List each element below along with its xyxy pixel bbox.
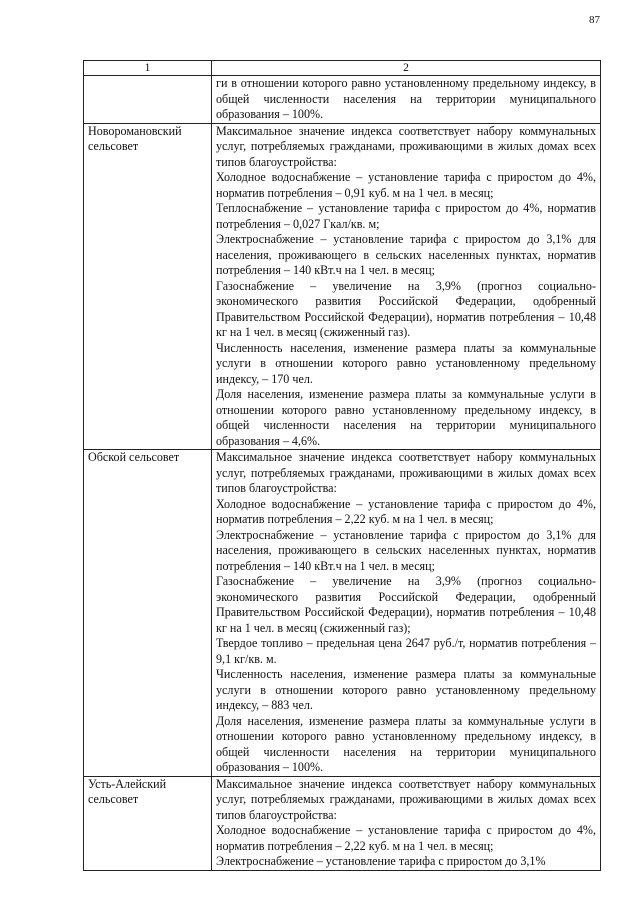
paragraph: Твердое топливо – предельная цена 2647 руб./т, норматив потребления – 9,1 кг/кв. м.: [216, 636, 596, 666]
table-header-row: [84, 61, 601, 76]
paragraph: ги в отношении которого равно установленному предельному индексу, в общей численности населения на территории муниципального образования – 100%.: [216, 76, 596, 121]
municipality-name: Новоромановский сельсовет: [84, 123, 212, 450]
paragraph: Газоснабжение – увеличение на 3,9% (прогноз социально-экономического развития Российской Федерации, одобренный Правительством Российской Федерации), норматив потребления – 10,48 кг на 1 чел. в месяц (сжиженный газ).: [216, 278, 596, 339]
paragraph: Теплоснабжение – установление тарифа с приростом до 4%, норматив потребления – 0,027 Гкал/кв. м;: [216, 201, 596, 231]
column-header-2: 2: [212, 61, 601, 76]
paragraph: Численность населения, изменение размера платы за коммунальные услуги в отношении которого равно установленному предельному индексу, – 883 чел.: [216, 667, 596, 712]
table-row: [84, 76, 601, 124]
paragraph: Численность населения, изменение размера платы за коммунальные услуги в отношении которого равно установленному предельному индексу, – 170 чел.: [216, 340, 596, 386]
table-row: [84, 123, 601, 450]
paragraph: Максимальное значение индекса соответствует набору коммунальных услуг, потребляемых гражданами, проживающими в жилых домах всех типов благоустройства:: [216, 450, 596, 495]
municipal-index-table: [83, 60, 601, 871]
column-header-1: 1: [84, 61, 212, 76]
table-row: [84, 450, 601, 777]
paragraph: Электроснабжение – установление тарифа с приростом до 3,1%: [216, 854, 546, 868]
paragraph: Газоснабжение – увеличение на 3,9% (прогноз социально-экономического развития Российской Федерации, одобренный Правительством Российской Федерации), норматив потребления – 10,48 кг на 1 чел. в месяц (сжиженный газ);: [216, 574, 596, 635]
municipality-description: [212, 76, 601, 124]
municipality-name: Обской сельсовет: [84, 450, 212, 777]
municipality-description: [212, 123, 601, 450]
municipality-name: [84, 76, 212, 124]
municipality-description: [212, 776, 601, 870]
page-number: 87: [589, 14, 600, 26]
paragraph: Максимальное значение индекса соответствует набору коммунальных услуг, потребляемых гражданами, проживающими в жилых домах всех типов благоустройства:: [216, 123, 596, 169]
paragraph: Холодное водоснабжение – установление тарифа с приростом до 4%, норматив потребления – 2,22 куб. м на 1 чел. в месяц;: [216, 823, 596, 853]
paragraph: Электроснабжение – установление тарифа с приростом до 3,1% для населения, проживающего в сельских населенных пунктах, норматив потребления – 140 кВт.ч на 1 чел. в месяц;: [216, 527, 596, 573]
municipality-description: [212, 450, 601, 777]
paragraph: Максимальное значение индекса соответствует набору коммунальных услуг, потребляемых гражданами, проживающими в жилых домах всех типов благоустройства:: [216, 776, 596, 822]
municipality-name: Усть-Алейский сельсовет: [84, 776, 212, 870]
paragraph: Электроснабжение – установление тарифа с приростом до 3,1% для населения, проживающего в сельских населенных пунктах, норматив потребления – 140 кВт.ч на 1 чел. в месяц;: [216, 232, 596, 277]
paragraph: Холодное водоснабжение – установление тарифа с приростом до 4%, норматив потребления – 2,22 куб. м на 1 чел. в месяц;: [216, 496, 596, 526]
table-row: [84, 776, 601, 870]
paragraph: Доля населения, изменение размера платы за коммунальные услуги в отношении которого равно установленному предельному индексу, в общей численности населения на территории муниципального образования – 100%.: [216, 713, 596, 774]
paragraph: Доля населения, изменение размера платы за коммунальные услуги в отношении которого равно установленному предельному индексу, в общей численности населения на территории муниципального образования – 4,6%.: [216, 387, 596, 448]
paragraph: Холодное водоснабжение – установление тарифа с приростом до 4%, норматив потребления – 0,91 куб. м на 1 чел. в месяц;: [216, 170, 596, 200]
